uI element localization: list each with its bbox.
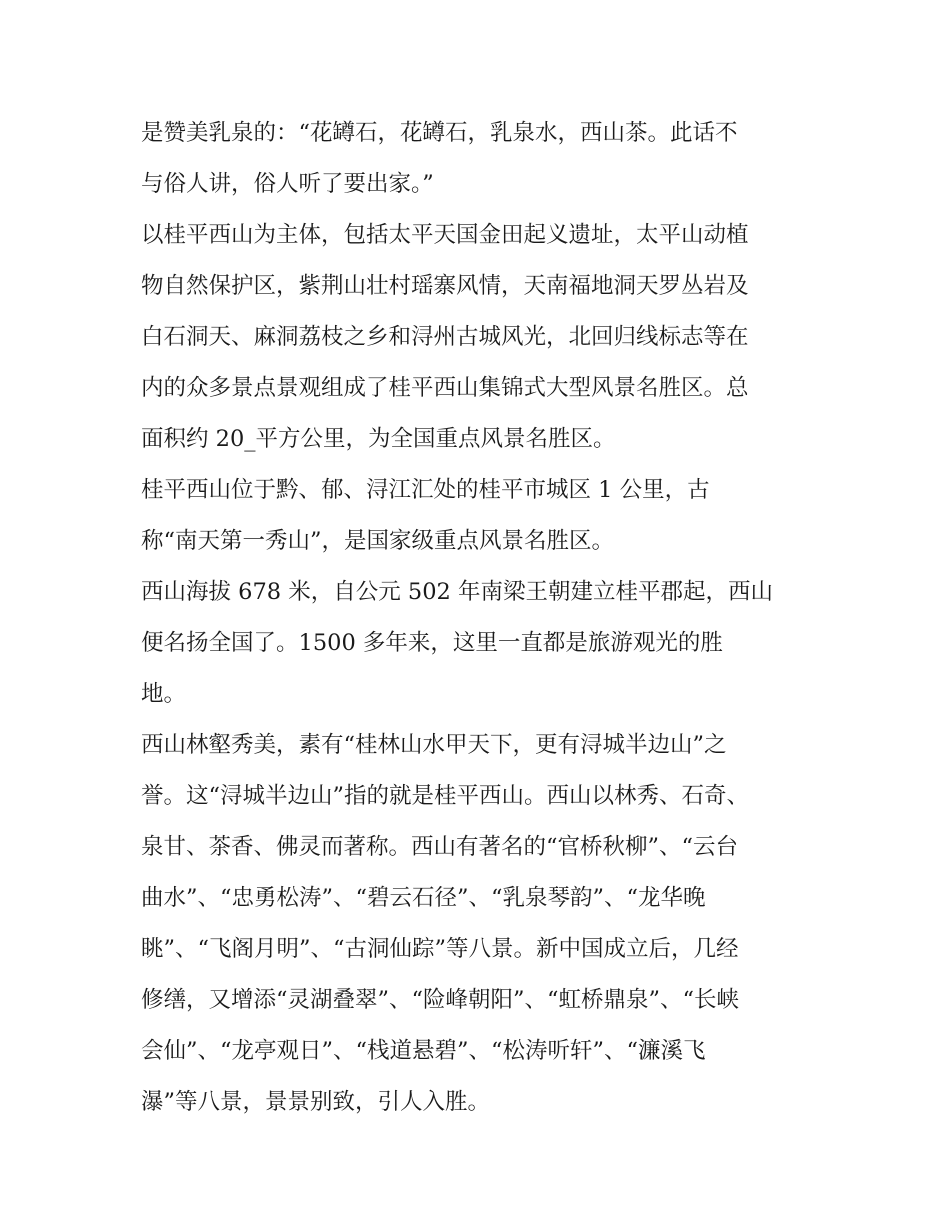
text-line: 誉。这“浔城半边山”指的就是桂平西山。西山以林秀、石奇、: [141, 783, 750, 809]
text-line: 与俗人讲，俗人听了要出家。”: [141, 171, 434, 197]
text-line: 眺”、“飞阁月明”、“古洞仙踪”等八景。新中国成立后，几经: [141, 936, 739, 962]
text-line: 称“南天第一秀山”，是国家级重点风景名胜区。: [141, 528, 615, 554]
text-line: 会仙”、“龙亭观日”、“栈道悬碧”、“松涛听轩”、“濂溪飞: [141, 1038, 706, 1064]
text-line: 以桂平西山为主体，包括太平天国金田起义遗址，太平山动植: [141, 222, 749, 248]
text-line: 便名扬全国了。1500 多年来，这里一直都是旅游观光的胜: [141, 630, 723, 656]
text-line: 内的众多景点景观组成了桂平西山集锦式大型风景名胜区。总: [141, 375, 749, 401]
body-text: [141, 108, 821, 1128]
text-line: 白石洞天、麻洞荔枝之乡和浔州古城风光，北回归线标志等在: [141, 324, 749, 350]
text-line: 西山海拔 678 米，自公元 502 年南梁王朝建立桂平郡起，西山: [141, 579, 774, 605]
text-line: 泉甘、茶香、佛灵而著称。西山有著名的“官桥秋柳”、“云台: [141, 834, 739, 860]
text-line: 西山林壑秀美，素有“桂林山水甲天下，更有浔城半边山”之: [141, 732, 727, 758]
text-line: 物自然保护区，紫荆山壮村瑶寨风情，天南福地洞天罗丛岩及: [141, 273, 749, 299]
text-line: 是赞美乳泉的：“花罇石，花罇石，乳泉水，西山茶。此话不: [141, 120, 738, 146]
text-line: 地。: [141, 681, 187, 707]
text-line: 面积约 20_平方公里，为全国重点风景名胜区。: [141, 426, 616, 452]
text-line: 修缮，又增添“灵湖叠翠”、“险峰朝阳”、“虹桥鼎泉”、“长峡: [141, 987, 740, 1013]
text-line: 桂平西山位于黔、郁、浔江汇处的桂平市城区 1 公里，古: [141, 477, 710, 503]
text-line: 曲水”、“忠勇松涛”、“碧云石径”、“乳泉琴韵”、“龙华晚: [141, 885, 706, 911]
text-line: 瀑”等八景，景景别致，引人入胜。: [141, 1089, 491, 1115]
